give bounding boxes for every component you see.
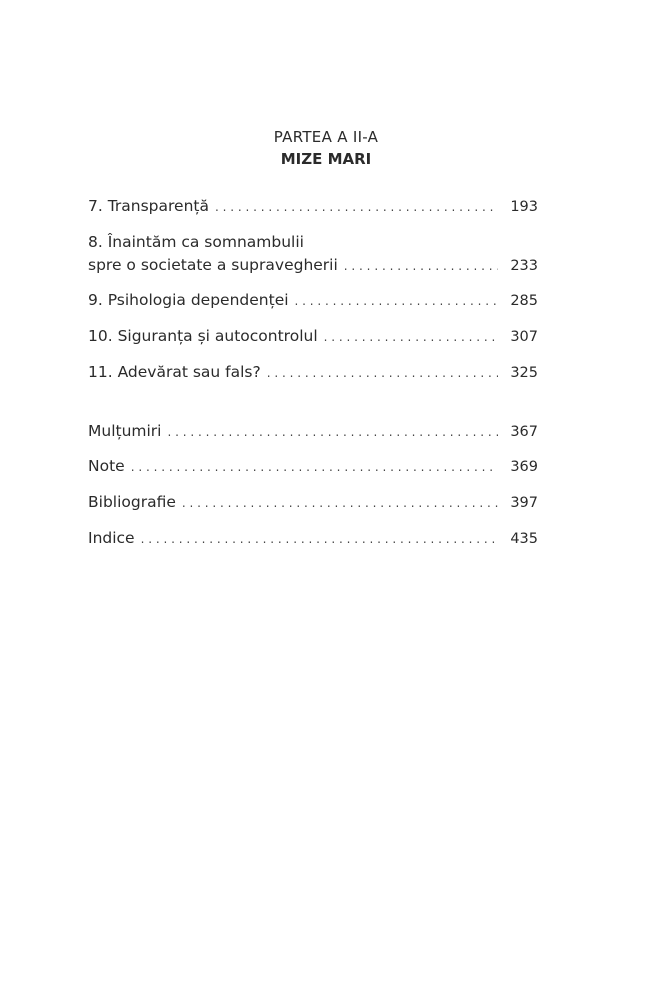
toc-entry-page: 325 xyxy=(510,365,538,381)
leader-dots xyxy=(168,422,499,442)
toc-entry-acknowledgements[interactable] xyxy=(88,421,538,442)
toc-entry-9[interactable] xyxy=(88,290,538,311)
toc-entry-bibliography[interactable] xyxy=(88,492,538,513)
toc-entry-page: 397 xyxy=(510,495,538,511)
leader-dots xyxy=(131,457,498,477)
toc-entry-label: 7. Transparență xyxy=(88,197,209,215)
toc-entry-label-line1: 8. Înaintăm ca somnambulii xyxy=(88,233,304,251)
toc-entry-page: 367 xyxy=(510,424,538,440)
toc-entry-label: 11. Adevărat sau fals? xyxy=(88,363,261,381)
toc-entry-label: Note xyxy=(88,457,125,475)
leader-dots xyxy=(324,327,498,347)
toc-entry-page: 435 xyxy=(510,531,538,547)
toc-entry-label: Mulțumiri xyxy=(88,422,162,440)
leader-dots xyxy=(267,363,498,383)
leader-dots xyxy=(344,256,498,276)
toc-entry-label: Bibliografie xyxy=(88,493,176,511)
toc-entry-page: 233 xyxy=(510,258,538,274)
leader-dots xyxy=(295,291,498,311)
toc-entry-label: 10. Siguranța și autocontrolul xyxy=(88,327,318,345)
part-title: MIZE MARI xyxy=(280,150,372,168)
leader-dots xyxy=(215,197,498,217)
leader-dots xyxy=(141,529,498,549)
toc-entry-label: 9. Psihologia dependenței xyxy=(88,291,289,309)
toc-entry-8[interactable] xyxy=(88,255,538,276)
toc-entry-7[interactable] xyxy=(88,196,538,217)
toc-entry-page: 307 xyxy=(510,329,538,345)
toc-entry-notes[interactable] xyxy=(88,456,538,477)
leader-dots xyxy=(182,493,498,513)
toc-entry-11[interactable] xyxy=(88,362,538,383)
toc-entry-label: spre o societate a supravegherii xyxy=(88,256,338,274)
toc-entry-page: 285 xyxy=(510,293,538,309)
toc-entry-index[interactable] xyxy=(88,528,538,549)
toc-entry-label: Indice xyxy=(88,529,135,547)
part-label: PARTEA A II-A xyxy=(273,128,379,146)
toc-entry-10[interactable] xyxy=(88,326,538,347)
toc-entry-page: 369 xyxy=(510,459,538,475)
toc-entry-page: 193 xyxy=(510,199,538,215)
